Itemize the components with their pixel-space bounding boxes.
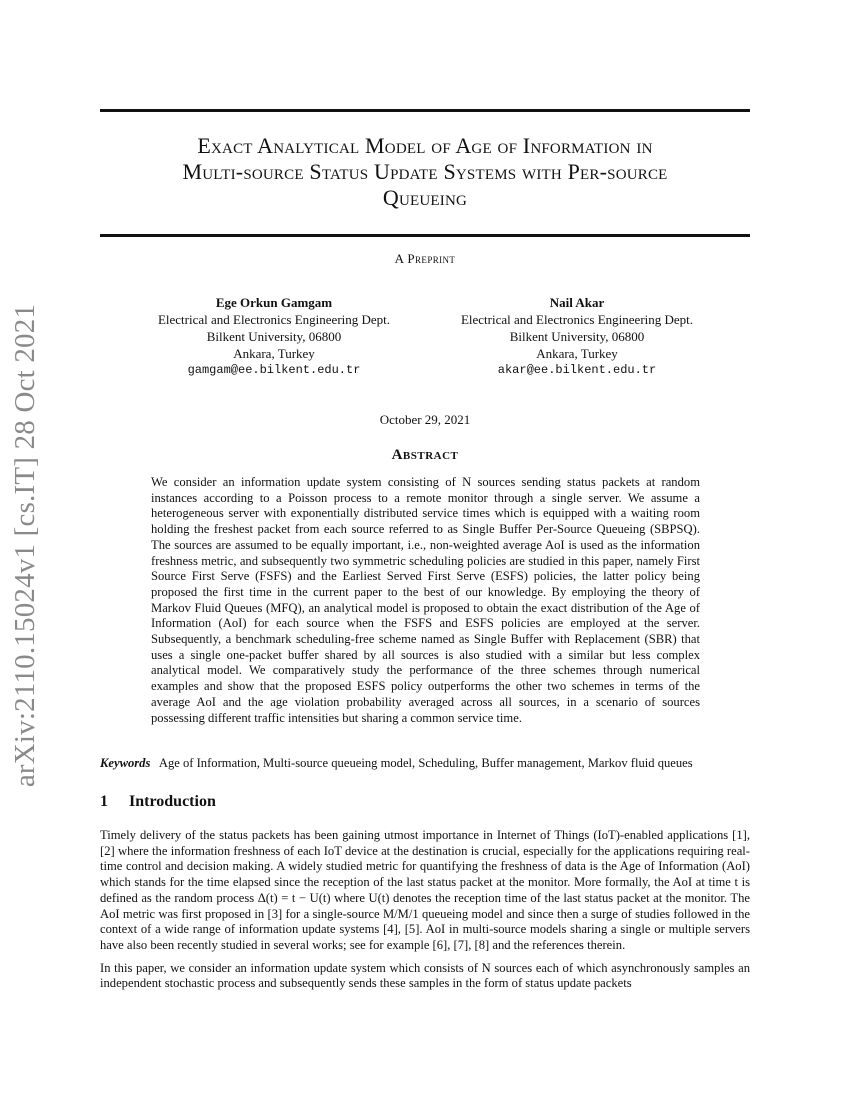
paragraph: In this paper, we consider an information update system which consists of N sources each of which asynchronously samples an independent stochastic process and subsequently sends these samples in the form of status update packets — [100, 960, 750, 991]
paper-title — [100, 133, 750, 211]
author-block — [124, 294, 424, 379]
author-email[interactable]: akar@ee.bilkent.edu.tr — [497, 363, 657, 377]
title-line: Multi-source Status Update Systems with Per-source — [182, 159, 668, 184]
author-email[interactable]: gamgam@ee.bilkent.edu.tr — [187, 363, 361, 377]
author-location: Ankara, Turkey — [233, 346, 315, 361]
title-line: Queueing — [382, 185, 468, 210]
section-number: 1 — [100, 793, 108, 810]
keywords — [100, 755, 750, 771]
abstract-heading: Abstract — [391, 447, 459, 463]
author-university: Bilkent University, 06800 — [206, 329, 342, 344]
author-location: Ankara, Turkey — [536, 346, 618, 361]
keywords-label: Keywords — [100, 756, 151, 770]
author-dept: Electrical and Electronics Engineering Dept. — [157, 312, 391, 327]
preprint-label: A Preprint — [394, 251, 456, 266]
author-university: Bilkent University, 06800 — [509, 329, 645, 344]
publication-date: October 29, 2021 — [379, 412, 471, 427]
keywords-text: Age of Information, Multi-source queueing model, Scheduling, Buffer management, Markov fluid queues — [158, 756, 693, 770]
arxiv-identifier-text: arXiv:2110.15024v1 [cs.IT] 28 Oct 2021 — [9, 303, 42, 787]
author-name: Nail Akar — [549, 295, 605, 310]
author-block — [427, 294, 727, 379]
section-title: Introduction — [129, 793, 216, 810]
paragraph: Timely delivery of the status packets has been gaining utmost importance in Internet of Things (IoT)-enabled applications [1], [2] where the information freshness of each IoT device at the destination is crucial, especially for the applications requiring real-time control and decision making. A widely studied metric for quantifying the freshness of data is the Age of Information (AoI) which stands for the time elapsed since the reception of the last status packet at the monitor. More formally, the AoI at time t is defined as the random process Δ(t) = t − U(t) where U(t) denotes the reception time of the last status packet at the monitor. The AoI metric was first proposed in [3] for a single-source M/M/1 queueing model and since then a surge of studies followed in the context of a wide range of information update systems [4], [5]. AoI in multi-source models sharing a single or multiple servers have also been recently studied in several works; see for example [6], [7], [8] and the references therein. — [100, 828, 750, 952]
section-heading — [100, 793, 750, 811]
title-line: Exact Analytical Model of Age of Information in — [197, 133, 653, 158]
title-top-rule — [100, 109, 750, 112]
author-name: Ege Orkun Gamgam — [215, 295, 333, 310]
author-dept: Electrical and Electronics Engineering Dept. — [460, 312, 694, 327]
section-body — [100, 828, 750, 999]
abstract-body: We consider an information update system consisting of N sources sending status packets at random instances according to a Poisson process to a remote monitor through a single server. We assume a heterogeneous server with exponentially distributed service times which is equipped with a waiting room holding the freshest packet from each source referred to as Single Buffer Per-Source Queueing (SBPSQ). The sources are assumed to be equally important, i.e., non-weighted average AoI is used as the information freshness metric, and subsequently two symmetric scheduling policies are studied in this paper, namely First Source First Serve (FSFS) and the Earliest Served First Serve (ESFS) policies, the latter policy being proposed the first time in the current paper to the best of our knowledge. By employing the theory of Markov Fluid Queues (MFQ), an analytical model is proposed to obtain the exact distribution of the Age of Information (AoI) for each source when the FSFS and ESFS policies are employed at the server. Subsequently, a benchmark scheduling-free scheme named as Single Buffer with Replacement (SBR) that uses a single one-packet buffer shared by all sources is also studied with a similar but less complex analytical model. We comparatively study the performance of the three schemes through numerical examples and show that the proposed ESFS policy outperforms the other two schemes in terms of the average AoI and the age violation probability averaged across all sources, in a scenario of sources possessing different traffic intensities but sharing a common service time. — [151, 475, 700, 725]
title-bottom-rule — [100, 234, 750, 237]
arxiv-identifier — [1, 300, 51, 790]
